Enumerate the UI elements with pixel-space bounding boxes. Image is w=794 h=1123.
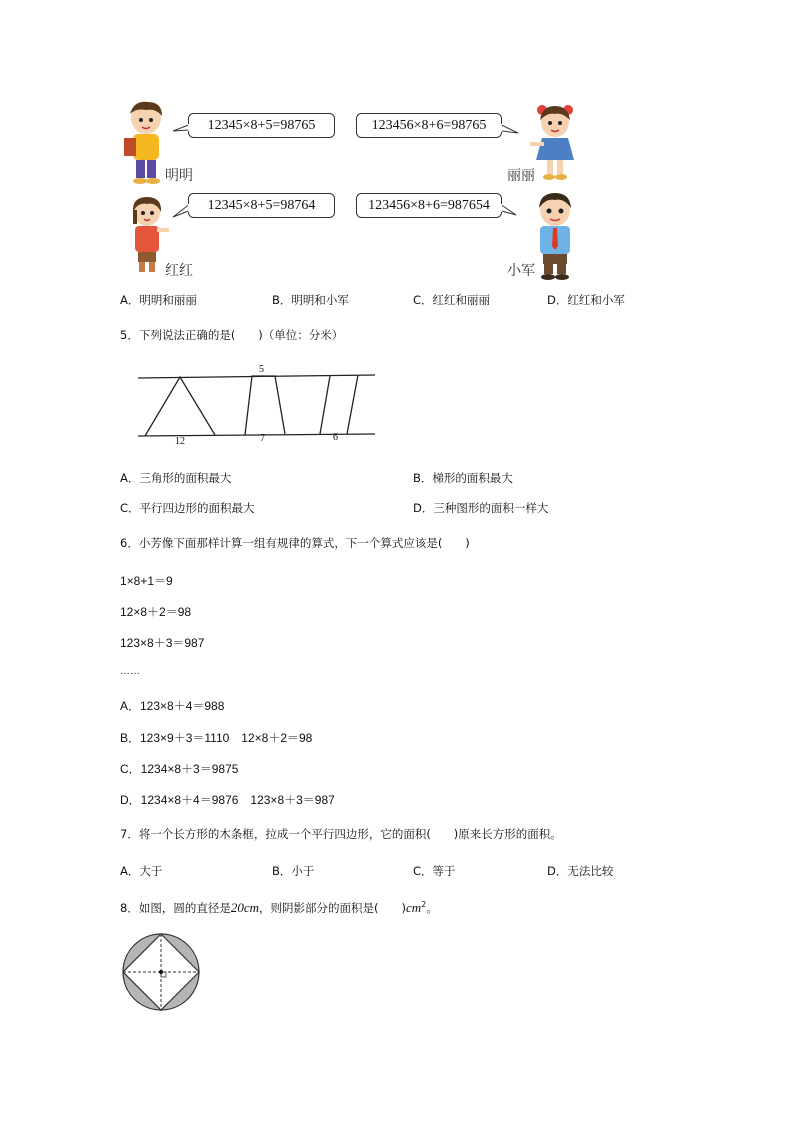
q4-option-c[interactable]: C．红红和丽丽 — [413, 293, 491, 307]
q7-option-d[interactable]: D．无法比较 — [547, 864, 614, 878]
q8-circle-figure — [121, 932, 201, 1012]
parallelogram-shape — [320, 376, 330, 434]
q5-option-a[interactable]: A．三角形的面积最大 — [120, 471, 232, 485]
q4-option-d[interactable]: D．红红和小军 — [547, 293, 625, 307]
name-honghong: 红红 — [165, 263, 193, 279]
q6-option-b[interactable]: B．123×9＋3＝1110 12×8＋2＝98 — [120, 731, 313, 745]
q7-option-c[interactable]: C．等于 — [413, 864, 456, 878]
q8-unit-cm: cm — [243, 900, 259, 915]
character-honghong — [126, 194, 170, 276]
q4-option-a[interactable]: A．明明和丽丽 — [120, 293, 197, 307]
label-trapezoid-base: 7 — [260, 433, 265, 444]
q6-equation-1: 1×8+1＝9 — [120, 574, 173, 588]
speech-bubble-honghong: 12345×8+5=98764 — [188, 193, 335, 218]
q8-diameter: 20 — [230, 900, 244, 915]
name-mingming: 明明 — [165, 168, 193, 184]
q6-ellipsis: …… — [120, 666, 140, 677]
speech-bubble-lili: 123456×8+6=98765 — [356, 113, 502, 138]
q6-stem: 6．小芳像下面那样计算一组有规律的算式，下一个算式应该是( ) — [120, 536, 470, 550]
name-lili: 丽丽 — [507, 168, 535, 184]
label-parallelogram-base: 6 — [333, 432, 338, 443]
q5-option-c[interactable]: C．平行四边形的面积最大 — [120, 501, 255, 515]
q7-option-b[interactable]: B．小于 — [272, 864, 315, 878]
character-lili — [530, 102, 580, 184]
character-xiaojun — [530, 190, 580, 282]
q7-stem: 7．将一个长方形的木条框，拉成一个平行四边形，它的面积( )原来长方形的面积。 — [120, 827, 562, 841]
q5-option-b[interactable]: B．梯形的面积最大 — [413, 471, 513, 485]
q8-unit-cm2: cm — [405, 900, 422, 915]
speech-bubble-mingming: 12345×8+5=98765 — [188, 113, 335, 138]
q6-option-d[interactable]: D．1234×8＋4＝9876 123×8＋3＝987 — [120, 793, 335, 807]
name-xiaojun: 小军 — [507, 263, 535, 279]
q5-figure — [130, 362, 380, 448]
label-triangle-base: 12 — [175, 436, 185, 447]
q5-stem: 5．下列说法正确的是( )（单位：分米） — [120, 328, 344, 342]
triangle-shape — [145, 377, 215, 436]
q8-stem: 8．如图，圆的直径是20cm，则阴影部分的面积是( )$cm^2$。 — [120, 900, 438, 915]
trapezoid-shape — [245, 376, 285, 435]
q7-option-a[interactable]: A．大于 — [120, 864, 163, 878]
q6-equation-3: 123×8＋3＝987 — [120, 636, 205, 650]
speech-bubble-xiaojun: 123456×8+6=987654 — [356, 193, 502, 218]
q4-option-b[interactable]: B．明明和小军 — [272, 293, 349, 307]
q6-option-c[interactable]: C．1234×8＋3＝9875 — [120, 762, 239, 776]
q5-option-d[interactable]: D．三种图形的面积一样大 — [413, 501, 549, 515]
q6-equation-2: 12×8＋2＝98 — [120, 605, 192, 619]
q6-option-a[interactable]: A．123×8＋4＝988 — [120, 699, 225, 713]
label-top: 5 — [259, 364, 264, 375]
